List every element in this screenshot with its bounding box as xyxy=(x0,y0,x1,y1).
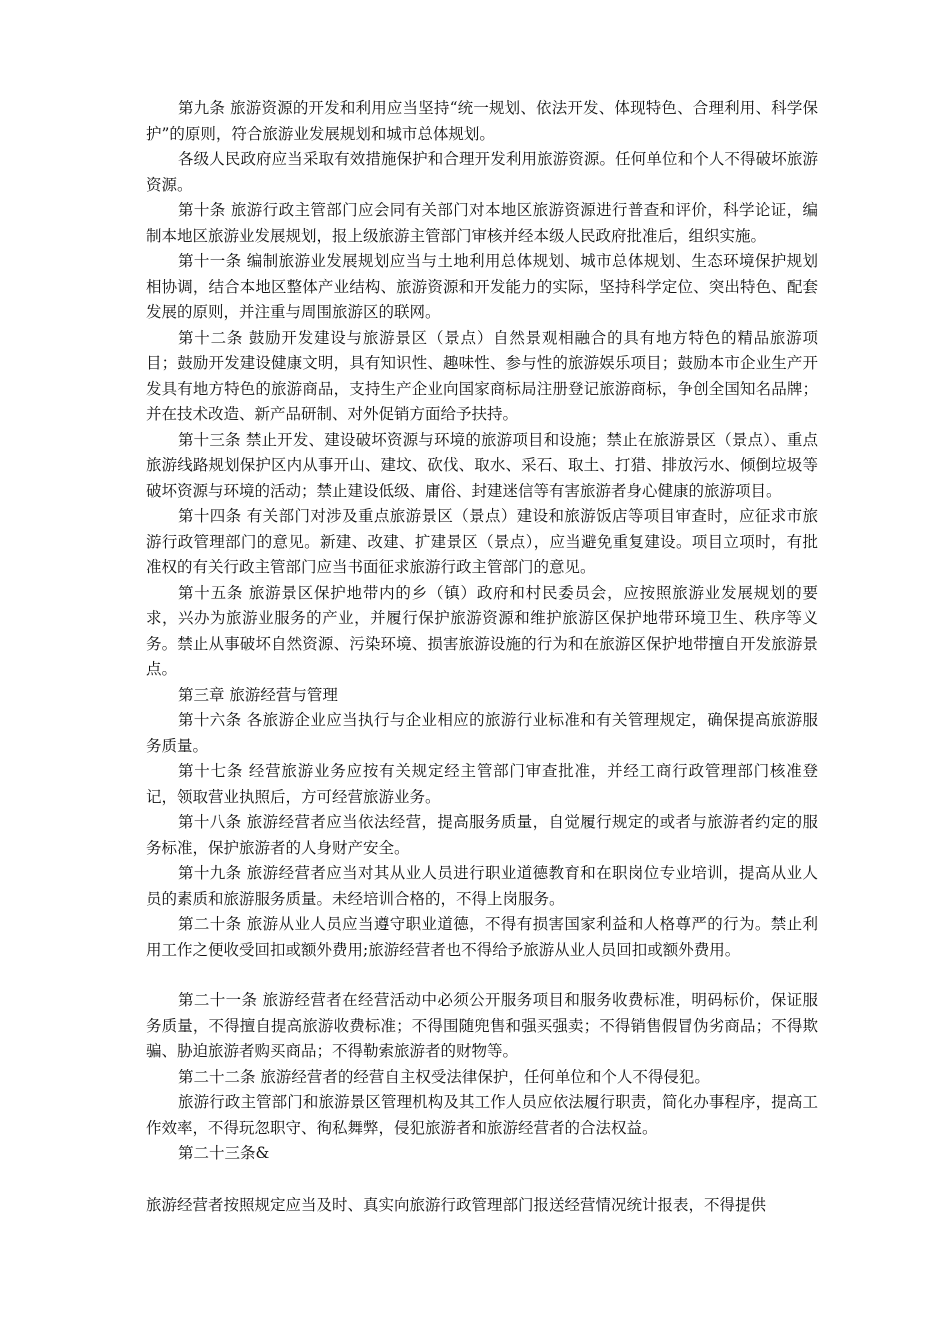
paragraph-article-20: 第二十条 旅游从业人员应当遵守职业道德，不得有损害国家利益和人格尊严的行为。禁止利用工作之便收受回扣或额外费用;旅游经营者也不得给予旅游从业人员回扣或额外费用。 xyxy=(146,915,818,959)
paragraph-article-11: 第十一条 编制旅游业发展规划应当与土地利用总体规划、城市总体规划、生态环境保护规划相协调，结合本地区整体产业结构、旅游资源和开发能力的实际，坚持科学定位、突出特色、配套发展的原则，并注重与周围旅游区的联网。 xyxy=(146,252,818,321)
paragraph-article-19: 第十九条 旅游经营者应当对其从业人员进行职业道德教育和在职岗位专业培训，提高从业人员的素质和旅游服务质量。未经培训合格的，不得上岗服务。 xyxy=(146,864,818,908)
paragraph-article-12: 第十二条 鼓励开发建设与旅游景区（景点）自然景观相融合的具有地方特色的精品旅游项目；鼓励开发建设健康文明，具有知识性、趣味性、参与性的旅游娱乐项目；鼓励本市企业生产开发具有地方特色的旅游商品，支持生产企业向国家商标局注册登记旅游商标，争创全国知名品牌；并在技术改造、新产品研制、对外促销方面给予扶持。 xyxy=(146,328,818,423)
paragraph-article-9-cont: 各级人民政府应当采取有效措施保护和合理开发利用旅游资源。任何单位和个人不得破坏旅游资源。 xyxy=(146,150,818,194)
paragraph-article-9: 第九条 旅游资源的开发和利用应当坚持“统一规划、依法开发、体现特色、合理利用、科学保护”的原则，符合旅游业发展规划和城市总体规划。 xyxy=(146,99,818,143)
document-page xyxy=(146,96,818,1218)
paragraph-article-23: 第二十三条& xyxy=(178,1144,270,1162)
paragraph-article-14: 第十四条 有关部门对涉及重点旅游景区（景点）建设和旅游饭店等项目审查时，应征求市旅游行政管理部门的意见。新建、改建、扩建景区（景点），应当避免重复建设。项目立项时，有批准权的有关行政主管部门应当书面征求旅游行政主管部门的意见。 xyxy=(146,507,818,576)
paragraph-article-15: 第十五条 旅游景区保护地带内的乡（镇）政府和村民委员会，应按照旅游业发展规划的要求，兴办为旅游业服务的产业，并履行保护旅游资源和维护旅游区保护地带环境卫生、秩序等义务。禁止从事破坏自然资源、污染环境、损害旅游设施的行为和在旅游区保护地带擅自开发旅游景点。 xyxy=(146,583,818,678)
paragraph-article-22: 第二十二条 旅游经营者的经营自主权受法律保护，任何单位和个人不得侵犯。 xyxy=(178,1067,710,1086)
paragraph-article-18: 第十八条 旅游经营者应当依法经营，提高服务质量，自觉履行规定的或者与旅游者约定的服务标准，保护旅游者的人身财产安全。 xyxy=(146,813,818,857)
paragraph-article-21: 第二十一条 旅游经营者在经营活动中必须公开服务项目和服务收费标准，明码标价，保证服务质量，不得擅自提高旅游收费标准；不得围随兜售和强买强卖；不得销售假冒伪劣商品；不得欺骗、胁迫旅游者购买商品；不得勒索旅游者的财物等。 xyxy=(146,991,818,1060)
paragraph-article-23-cont: 旅游经营者按照规定应当及时、真实向旅游行政管理部门报送经营情况统计报表，不得提供 xyxy=(146,1195,767,1214)
paragraph-article-22-cont: 旅游行政主管部门和旅游景区管理机构及其工作人员应依法履行职责，简化办事程序，提高工作效率，不得玩忽职守、徇私舞弊，侵犯旅游者和旅游经营者的合法权益。 xyxy=(146,1093,818,1137)
paragraph-article-13: 第十三条 禁止开发、建设破坏资源与环境的旅游项目和设施；禁止在旅游景区（景点）、重点旅游线路规划保护区内从事开山、建坟、砍伐、取水、采石、取土、打猎、排放污水、倾倒垃圾等破坏资源与环境的活动；禁止建设低级、庸俗、封建迷信等有害旅游者身心健康的旅游项目。 xyxy=(146,430,818,500)
paragraph-article-16: 第十六条 各旅游企业应当执行与企业相应的旅游行业标准和有关管理规定，确保提高旅游服务质量。 xyxy=(146,711,818,755)
paragraph-article-17: 第十七条 经营旅游业务应按有关规定经主管部门审查批准，并经工商行政管理部门核准登记，领取营业执照后，方可经营旅游业务。 xyxy=(146,762,818,806)
chapter-heading: 第三章 旅游经营与管理 xyxy=(178,685,338,704)
paragraph-article-10: 第十条 旅游行政主管部门应会同有关部门对本地区旅游资源进行普查和评价，科学论证，编制本地区旅游业发展规划，报上级旅游主管部门审核并经本级人民政府批准后，组织实施。 xyxy=(146,201,818,245)
